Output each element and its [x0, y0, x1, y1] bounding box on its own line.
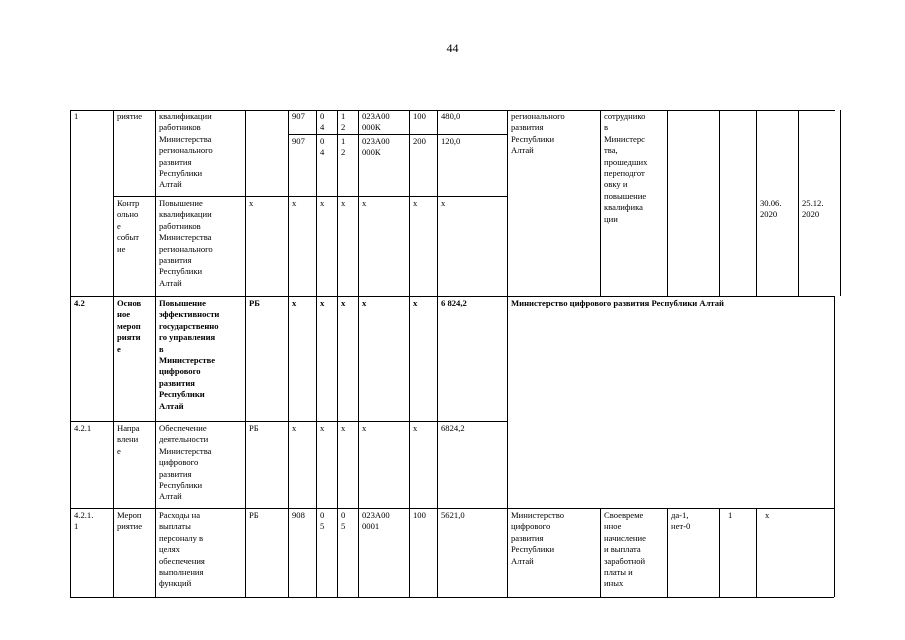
- amount: 480,0: [441, 111, 461, 121]
- row-number: 1: [74, 111, 79, 121]
- amount: 5621,0: [441, 510, 465, 520]
- row-number: 4.2: [74, 298, 85, 308]
- vr-code: 100: [413, 111, 426, 121]
- pr-code: 0 5: [341, 510, 346, 532]
- vr-code: х: [413, 298, 418, 308]
- base-value: 1: [728, 510, 733, 520]
- pr-code: х: [341, 298, 346, 308]
- executor: Министерство цифрового развития Республики Алтай: [511, 298, 724, 308]
- event-name: Расходы на выплаты персоналу в целях обеспечения выполнения функций: [159, 510, 205, 589]
- vr-code: х: [413, 423, 418, 433]
- csr-code: 023А00 0001: [362, 510, 390, 532]
- event-name: Повышение эффективности государственно го управления в Министерстве цифрового развития Республики Алтай: [159, 298, 220, 411]
- csr-code: 023А00 000К: [362, 111, 390, 133]
- event-type: Мероп риятие: [117, 510, 143, 532]
- amount: х: [441, 198, 446, 208]
- funding-source: РБ: [249, 510, 259, 520]
- csr-code: х: [362, 423, 367, 433]
- grbs-code: х: [292, 423, 297, 433]
- event-type: Напра влени е: [117, 423, 140, 456]
- start-date: 30.06. 2020: [760, 198, 782, 220]
- grbs-code: 907: [292, 136, 305, 146]
- pr-code: 1 2: [341, 136, 346, 158]
- rz-code: х: [320, 298, 325, 308]
- expected-result: сотруднико в Министерс тва, прошедших переподгот овку и повышение квалифика ции: [604, 111, 648, 224]
- amount: 6 824,2: [441, 298, 467, 308]
- target-value: х: [765, 510, 770, 520]
- amount: 120,0: [441, 136, 461, 146]
- rz-code: х: [320, 198, 325, 208]
- event-type: риятие: [117, 111, 143, 121]
- grbs-code: 908: [292, 510, 305, 520]
- event-name: Обеспечение деятельности Министерства цифрового развития Республики Алтай: [159, 423, 212, 502]
- end-date: 25.12. 2020: [802, 198, 824, 220]
- event-type: Контр ольно е событ ие: [117, 198, 140, 254]
- pr-code: 1 2: [341, 111, 346, 133]
- funding-source: РБ: [249, 298, 260, 308]
- expected-result: Своевреме нное начисление и выплата заработной платы и иных: [604, 510, 646, 589]
- csr-code: 023А00 000К: [362, 136, 390, 158]
- grbs-code: х: [292, 198, 297, 208]
- csr-code: х: [362, 298, 367, 308]
- vr-code: 100: [413, 510, 426, 520]
- event-type: Основ ное мероп рияти е: [117, 298, 142, 354]
- executor: Министерство цифрового развития Республики Алтай: [511, 510, 564, 566]
- funding-source: х: [249, 198, 254, 208]
- rz-code: 0 5: [320, 510, 325, 532]
- row-number: 4.2.1. 1: [74, 510, 94, 532]
- col-border: [719, 110, 720, 296]
- table-bottom-rule: [70, 597, 834, 598]
- event-name: Повышение квалификации работников Министерства регионального развития Республики Алтай: [159, 198, 213, 288]
- vr-code: 200: [413, 136, 426, 146]
- row-number: 4.2.1: [74, 423, 92, 433]
- col-border: [834, 296, 835, 597]
- executor: регионального развития Республики Алтай: [511, 111, 565, 156]
- csr-code: х: [362, 198, 367, 208]
- funding-source: РБ: [249, 423, 259, 433]
- col-border: [840, 110, 841, 296]
- grbs-code: 907: [292, 111, 305, 121]
- indicator: да-1, нет-0: [671, 510, 691, 532]
- col-border: [667, 110, 668, 296]
- vr-code: х: [413, 198, 418, 208]
- page-number: 44: [446, 41, 459, 55]
- grbs-code: х: [292, 298, 297, 308]
- pr-code: х: [341, 423, 346, 433]
- rz-code: 0 4: [320, 136, 325, 158]
- amount: 6824,2: [441, 423, 465, 433]
- pr-code: х: [341, 198, 346, 208]
- rz-code: 0 4: [320, 111, 325, 133]
- event-name: квалификации работников Министерства регионального развития Республики Алтай: [159, 111, 213, 190]
- rz-code: х: [320, 423, 325, 433]
